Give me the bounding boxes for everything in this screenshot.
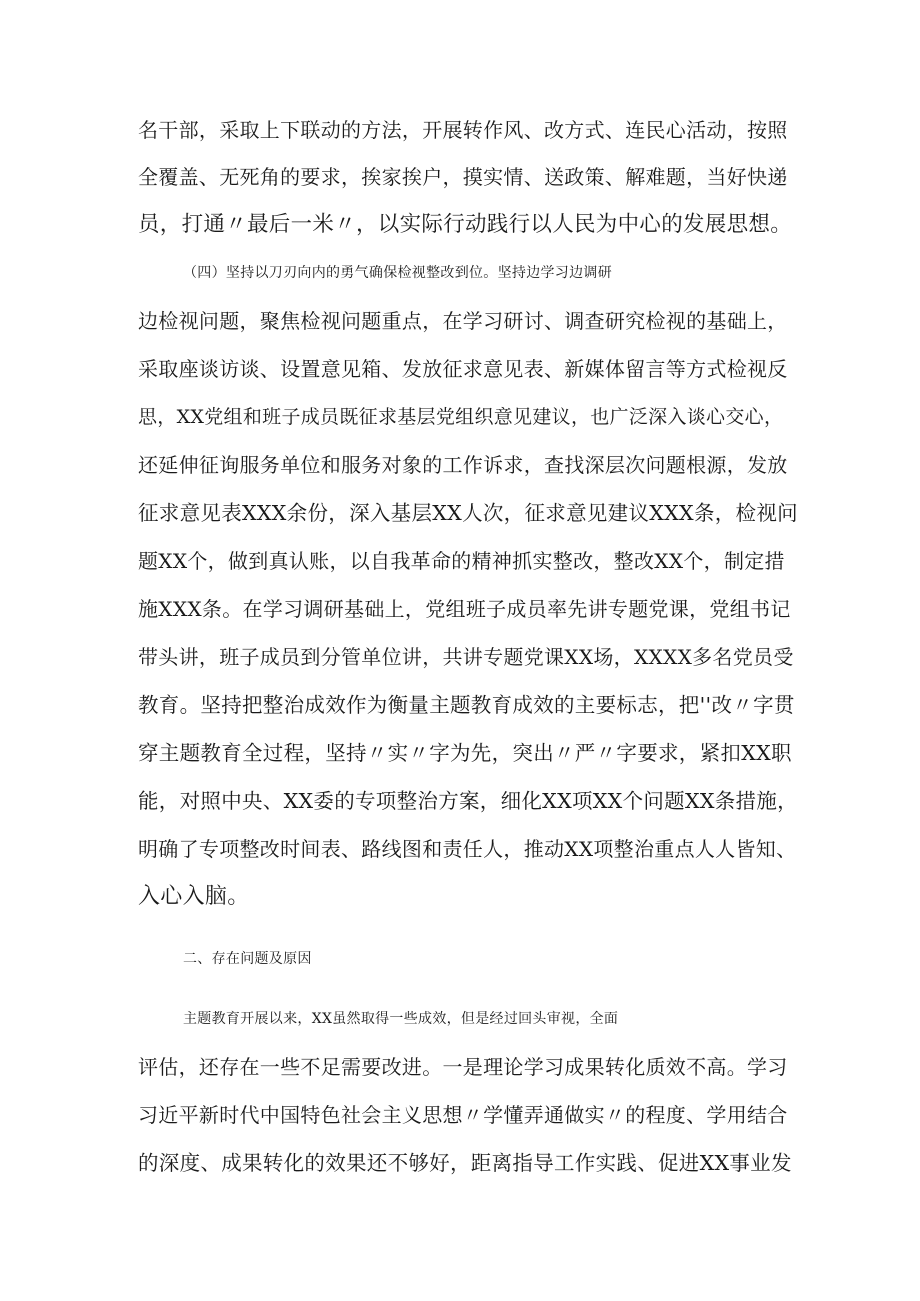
text-line: 施XXX条。在学习调研基础上，党组班子成员率先讲专题党课，党组书记 xyxy=(138,597,791,621)
text-line: 征求意见表XXX余份，深入基层XX人次，征求意见建议XXX条，检视问 xyxy=(138,501,798,525)
section-heading-two: 二、存在问题及原因 xyxy=(183,951,312,967)
text-line: 还延伸征询服务单位和服务对象的工作诉求，查找深层次问题根源，发放 xyxy=(138,453,788,477)
section-heading-four: （四）坚持以刀刃向内的勇气确保检视整改到位。坚持边学习边调研 xyxy=(183,265,612,281)
text-line: 入心入脑。 xyxy=(138,884,250,909)
text-line: 思，XX党组和班子成员既征求基层党组织意见建议，也广泛深入谈心交心， xyxy=(138,406,784,428)
text-line: 穿主题教育全过程，坚持〃实〃字为先，突出〃严〃字要求，紧扣XX职 xyxy=(138,741,792,765)
text-line: 教育。坚持把整治成效作为衡量主题教育成效的主要标志，把''改〃字贯 xyxy=(138,693,795,717)
text-line: 采取座谈访谈、设置意见箱、发放征求意见表、新媒体留言等方式检视反 xyxy=(138,357,788,381)
text-line: 习近平新时代中国特色社会主义思想〃学懂弄通做实〃的程度、学用结合 xyxy=(138,1103,788,1127)
text-line: 的深度、成果转化的效果还不够好，距离指导工作实践、促进XX事业发 xyxy=(138,1151,792,1175)
text-line: 全覆盖、无死角的要求，挨家挨户，摸实情、送政策、解难题，当好快递 xyxy=(138,165,788,189)
text-line: 员，打通〃最后一米〃，以实际行动践行以人民为中心的发展思想。 xyxy=(138,212,793,237)
text-line: 评估，还存在一些不足需要改进。一是理论学习成果转化质效不高。学习 xyxy=(138,1055,788,1079)
text-line: 能，对照中央、XX委的专项整治方案，细化XX项XX个问题XX条措施， xyxy=(138,789,798,813)
text-line: 边检视问题，聚焦检视问题重点，在学习研讨、调查研究检视的基础上， xyxy=(138,309,788,333)
text-line: 带头讲，班子成员到分管单位讲，共讲专题党课XX场，XXXX多名党员受 xyxy=(138,645,794,669)
text-line: 名干部，采取上下联动的方法，开展转作风、改方式、连民心活动，按照 xyxy=(138,118,788,142)
text-line: 题XX个，做到真认账，以自我革命的精神抓实整改，整改XX个，制定措 xyxy=(138,549,785,573)
text-line: 明确了专项整改时间表、路线图和责任人，推动XX项整治重点人人皆知、 xyxy=(138,837,797,861)
text-line: 主题教育开展以来，XX虽然取得一些成效，但是经过回头审视，全面 xyxy=(183,1011,619,1027)
